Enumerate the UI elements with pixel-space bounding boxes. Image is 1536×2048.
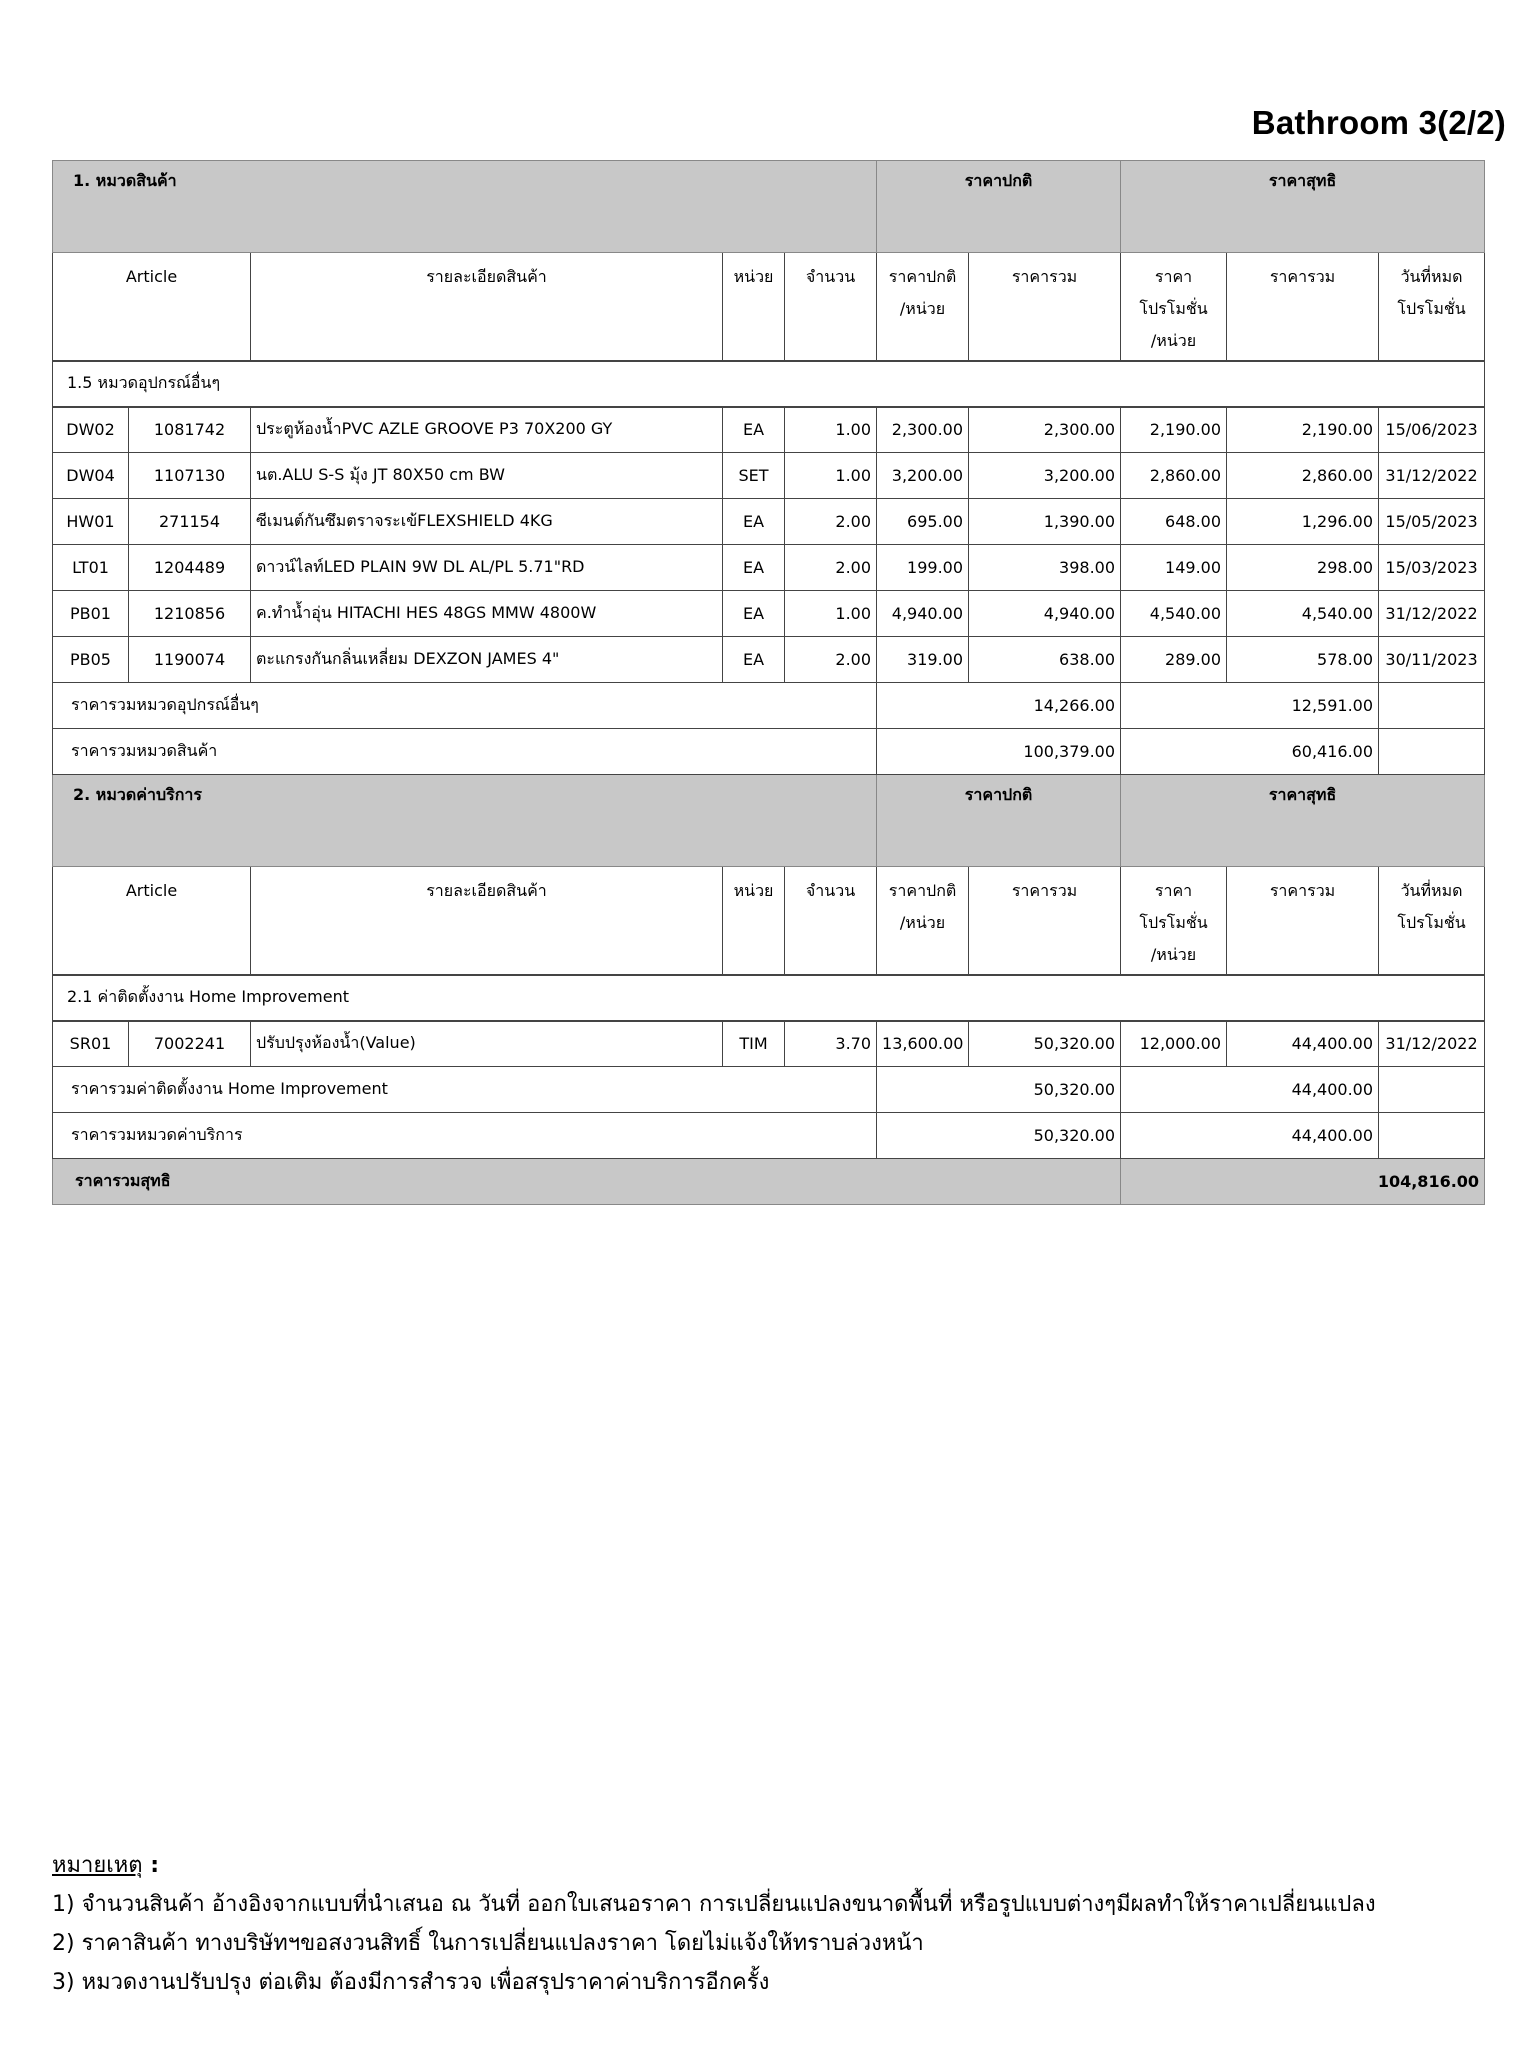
item-normal-unit-price: 4,940.00	[877, 591, 969, 637]
item-description: ค.ทำน้ำอุ่น HITACHI HES 48GS MMW 4800W	[251, 591, 723, 637]
item-promo-end-date: 15/03/2023	[1379, 545, 1485, 591]
item-description: ตะแกรงกันกลิ่นเหลี่ยม DEXZON JAMES 4"	[251, 637, 723, 683]
section1-header-row	[53, 161, 1485, 253]
col-promo-unit: ราคา โปรโมชั่น /หน่วย	[1121, 867, 1227, 975]
item-normal-total: 2,300.00	[969, 407, 1121, 453]
item-promo-total: 44,400.00	[1227, 1021, 1379, 1067]
section2-subcategory-row	[53, 975, 1485, 1021]
section1-subcategory-row	[53, 361, 1485, 407]
item-normal-unit-price: 199.00	[877, 545, 969, 591]
item-promo-unit-price: 4,540.00	[1121, 591, 1227, 637]
item-normal-total: 398.00	[969, 545, 1121, 591]
item-qty: 1.00	[785, 453, 877, 499]
item-normal-total: 4,940.00	[969, 591, 1121, 637]
item-qty: 2.00	[785, 637, 877, 683]
note-line: 3) หมวดงานปรับปรุง ต่อเติม ต้องมีการสำรวจ เพื่อสรุปราคาค่าบริการอีกครั้ง	[52, 1970, 770, 1995]
item-unit: EA	[723, 407, 785, 453]
item-unit: TIM	[723, 1021, 785, 1067]
section2-subtotal-net: 44,400.00	[1121, 1067, 1379, 1113]
item-promo-unit-price: 2,860.00	[1121, 453, 1227, 499]
section2-subtotal-row	[53, 1067, 1485, 1113]
section2-subtotal-normal: 50,320.00	[877, 1067, 1121, 1113]
section2-title: 2. หมวดค่าบริการ	[53, 775, 877, 867]
item-article: 1204489	[129, 545, 251, 591]
col-article: Article	[53, 867, 251, 975]
section1-total-blank	[1379, 729, 1485, 775]
quotation-table-body	[53, 161, 1485, 1205]
item-article: 1210856	[129, 591, 251, 637]
item-normal-unit-price: 319.00	[877, 637, 969, 683]
item-promo-end-date: 31/12/2022	[1379, 1021, 1485, 1067]
section2-total-label: ราคารวมหมวดค่าบริการ	[53, 1113, 877, 1159]
notes-block	[52, 1846, 1492, 2002]
section1-total-label: ราคารวมหมวดสินค้า	[53, 729, 877, 775]
item-description: นต.ALU S-S มุ้ง JT 80X50 cm BW	[251, 453, 723, 499]
table-row	[53, 591, 1485, 637]
item-promo-end-date: 30/11/2023	[1379, 637, 1485, 683]
item-normal-total: 3,200.00	[969, 453, 1121, 499]
item-promo-end-date: 31/12/2022	[1379, 591, 1485, 637]
item-promo-unit-price: 648.00	[1121, 499, 1227, 545]
section2-group-normal: ราคาปกติ	[877, 775, 1121, 867]
section1-subtotal-row	[53, 683, 1485, 729]
item-normal-unit-price: 13,600.00	[877, 1021, 969, 1067]
col-qty: จำนวน	[785, 253, 877, 361]
item-promo-total: 1,296.00	[1227, 499, 1379, 545]
col-unit: หน่วย	[723, 253, 785, 361]
item-description: ดาวน์ไลท์LED PLAIN 9W DL AL/PL 5.71"RD	[251, 545, 723, 591]
section1-subtotal-net: 12,591.00	[1121, 683, 1379, 729]
section1-total-normal: 100,379.00	[877, 729, 1121, 775]
item-description: ประตูห้องน้ำPVC AZLE GROOVE P3 70X200 GY	[251, 407, 723, 453]
section2-column-header-row	[53, 867, 1485, 975]
item-promo-unit-price: 12,000.00	[1121, 1021, 1227, 1067]
col-normal-unit: ราคาปกติ /หน่วย	[877, 253, 969, 361]
notes-colon: :	[142, 1853, 160, 1878]
item-unit: EA	[723, 499, 785, 545]
section2-total-net: 44,400.00	[1121, 1113, 1379, 1159]
item-unit: EA	[723, 637, 785, 683]
notes-title: หมายเหตุ	[52, 1853, 143, 1878]
section2-group-net: ราคาสุทธิ	[1121, 775, 1485, 867]
section2-subtotal-label: ราคารวมค่าติดตั้งงาน Home Improvement	[53, 1067, 877, 1113]
item-promo-end-date: 31/12/2022	[1379, 453, 1485, 499]
item-unit: SET	[723, 453, 785, 499]
table-row	[53, 499, 1485, 545]
col-normal-total: ราคารวม	[969, 253, 1121, 361]
item-qty: 2.00	[785, 499, 877, 545]
item-promo-unit-price: 2,190.00	[1121, 407, 1227, 453]
item-normal-total: 638.00	[969, 637, 1121, 683]
col-promo-end: วันที่หมด โปรโมชั่น	[1379, 867, 1485, 975]
table-row	[53, 1021, 1485, 1067]
item-normal-unit-price: 3,200.00	[877, 453, 969, 499]
section1-subtotal-blank	[1379, 683, 1485, 729]
net-total-label: ราคารวมสุทธิ	[53, 1159, 1121, 1205]
item-promo-total: 4,540.00	[1227, 591, 1379, 637]
col-article: Article	[53, 253, 251, 361]
item-description: ปรับปรุงห้องน้ำ(Value)	[251, 1021, 723, 1067]
item-promo-end-date: 15/05/2023	[1379, 499, 1485, 545]
section1-title: 1. หมวดสินค้า	[53, 161, 877, 253]
section2-total-row	[53, 1113, 1485, 1159]
item-normal-unit-price: 695.00	[877, 499, 969, 545]
item-promo-end-date: 15/06/2023	[1379, 407, 1485, 453]
item-qty: 2.00	[785, 545, 877, 591]
item-code: SR01	[53, 1021, 129, 1067]
table-row	[53, 453, 1485, 499]
table-row	[53, 407, 1485, 453]
item-code: DW04	[53, 453, 129, 499]
item-unit: EA	[723, 545, 785, 591]
col-promo-total: ราคารวม	[1227, 253, 1379, 361]
col-promo-total: ราคารวม	[1227, 867, 1379, 975]
item-qty: 1.00	[785, 407, 877, 453]
item-qty: 1.00	[785, 591, 877, 637]
section1-column-header-row	[53, 253, 1485, 361]
section2-subcategory: 2.1 ค่าติดตั้งงาน Home Improvement	[53, 975, 1485, 1021]
section2-header-row	[53, 775, 1485, 867]
section1-total-row	[53, 729, 1485, 775]
section1-group-net: ราคาสุทธิ	[1121, 161, 1485, 253]
page-title: Bathroom 3(2/2)	[1251, 104, 1506, 141]
item-normal-unit-price: 2,300.00	[877, 407, 969, 453]
item-promo-total: 578.00	[1227, 637, 1379, 683]
item-promo-total: 2,190.00	[1227, 407, 1379, 453]
item-qty: 3.70	[785, 1021, 877, 1067]
section1-subtotal-label: ราคารวมหมวดอุปกรณ์อื่นๆ	[53, 683, 877, 729]
section1-subtotal-normal: 14,266.00	[877, 683, 1121, 729]
section1-subcategory: 1.5 หมวดอุปกรณ์อื่นๆ	[53, 361, 1485, 407]
quotation-table	[52, 160, 1485, 1205]
item-promo-total: 298.00	[1227, 545, 1379, 591]
section1-total-net: 60,416.00	[1121, 729, 1379, 775]
item-article: 7002241	[129, 1021, 251, 1067]
col-description: รายละเอียดสินค้า	[251, 867, 723, 975]
col-normal-unit: ราคาปกติ /หน่วย	[877, 867, 969, 975]
col-promo-end: วันที่หมด โปรโมชั่น	[1379, 253, 1485, 361]
section2-total-blank	[1379, 1113, 1485, 1159]
item-article: 1190074	[129, 637, 251, 683]
item-code: DW02	[53, 407, 129, 453]
notes-heading	[52, 1846, 1492, 1885]
col-qty: จำนวน	[785, 867, 877, 975]
net-total-row	[53, 1159, 1485, 1205]
table-row	[53, 637, 1485, 683]
item-code: LT01	[53, 545, 129, 591]
col-unit: หน่วย	[723, 867, 785, 975]
table-row	[53, 545, 1485, 591]
note-line: 2) ราคาสินค้า ทางบริษัทฯขอสงวนสิทธิ์ ในการเปลี่ยนแปลงราคา โดยไม่แจ้งให้ทราบล่วงหน้า	[52, 1931, 924, 1956]
col-description: รายละเอียดสินค้า	[251, 253, 723, 361]
col-normal-total: ราคารวม	[969, 867, 1121, 975]
net-total-value: 104,816.00	[1121, 1159, 1485, 1205]
item-normal-total: 50,320.00	[969, 1021, 1121, 1067]
item-article: 1081742	[129, 407, 251, 453]
item-promo-total: 2,860.00	[1227, 453, 1379, 499]
item-code: HW01	[53, 499, 129, 545]
section2-subtotal-blank	[1379, 1067, 1485, 1113]
item-description: ซีเมนต์กันซึมตราจระเข้FLEXSHIELD 4KG	[251, 499, 723, 545]
item-code: PB05	[53, 637, 129, 683]
note-line: 1) จำนวนสินค้า อ้างอิงจากแบบที่นำเสนอ ณ วันที่ ออกใบเสนอราคา การเปลี่ยนแปลงขนาดพื้นที่ หรือรูปแบบต่างๆมีผลทำให้ราคาเปลี่ยนแปลง	[52, 1892, 1376, 1917]
item-code: PB01	[53, 591, 129, 637]
item-article: 1107130	[129, 453, 251, 499]
item-article: 271154	[129, 499, 251, 545]
item-promo-unit-price: 149.00	[1121, 545, 1227, 591]
item-normal-total: 1,390.00	[969, 499, 1121, 545]
col-promo-unit: ราคา โปรโมชั่น /หน่วย	[1121, 253, 1227, 361]
section2-total-normal: 50,320.00	[877, 1113, 1121, 1159]
item-unit: EA	[723, 591, 785, 637]
section1-group-normal: ราคาปกติ	[877, 161, 1121, 253]
item-promo-unit-price: 289.00	[1121, 637, 1227, 683]
